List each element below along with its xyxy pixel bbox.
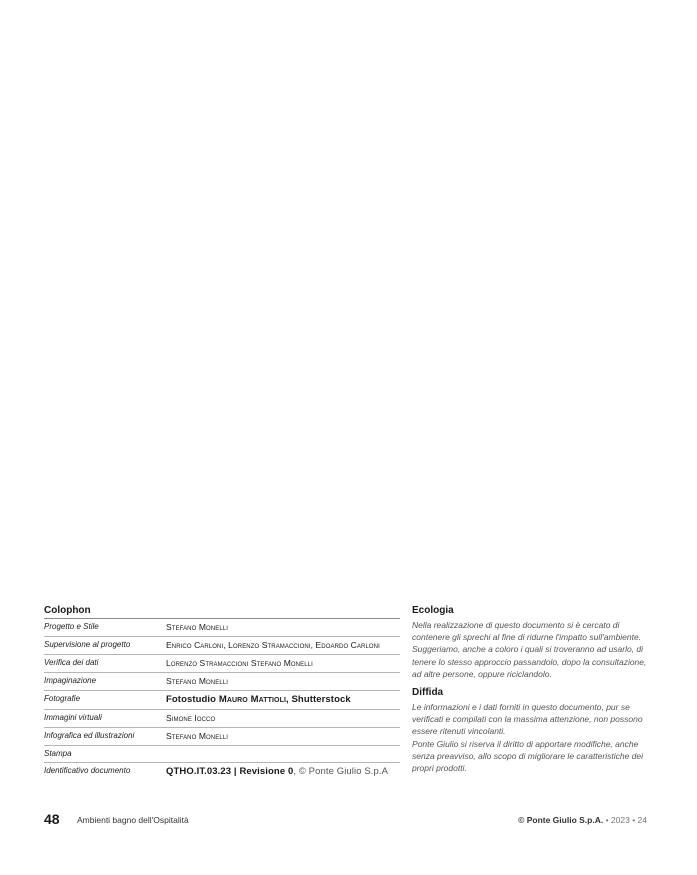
diffida-text-2: Ponte Giulio si riserva il diritto di apportare modifiche, anche senza preavviso, allo scopo di migliorare le caratteristiche dei propri prodotti.	[412, 738, 644, 774]
colophon-row-label: Immagini virtuali	[44, 710, 166, 728]
colophon-row-value: Enrico Carloni, Lorenzo Stramaccioni, Edoardo Carloni	[166, 637, 400, 655]
footer-copyright-line	[518, 814, 647, 826]
ecologia-section	[412, 604, 647, 680]
colophon-row	[44, 637, 400, 655]
colophon-row-value: Stefano Monelli	[166, 673, 400, 691]
colophon-row-label: Fotografie	[44, 691, 166, 710]
colophon-row-label: Identificativo documento	[44, 766, 131, 775]
colophon-section	[44, 604, 400, 781]
diffida-section	[412, 686, 647, 774]
ecologia-heading: Ecologia	[412, 605, 454, 616]
ecologia-text: Nella realizzazione di questo documento si è cercato di contenere gli sprechi al fine di ridurne l'impatto sull'ambiente. Suggeriamo, anche a coloro i quali si troveranno ad usarlo, di tenere lo stesso approccio passandolo, dopo la consultazione, ad altre persone, oppure riciclandolo.	[412, 620, 647, 679]
colophon-row	[44, 673, 400, 691]
colophon-row-label: Progetto e Stile	[44, 619, 166, 637]
colophon-row	[44, 746, 400, 763]
colophon-row-value: Stefano Monelli	[166, 728, 400, 746]
colophon-row-value: Simone Iocco	[166, 710, 400, 728]
document-copyright: , © Ponte Giulio S.p.A	[293, 766, 389, 777]
diffida-heading: Diffida	[412, 687, 444, 699]
colophon-table	[44, 619, 400, 781]
colophon-row-value	[166, 746, 400, 763]
footer-bullet: •	[629, 815, 638, 825]
colophon-row	[44, 691, 400, 710]
colophon-row	[44, 710, 400, 728]
notes-column	[412, 604, 647, 774]
document-code-separator: |	[231, 766, 240, 777]
colophon-row-label: Impaginazione	[44, 673, 166, 691]
colophon-row	[44, 619, 400, 637]
document-revision: Revisione 0	[239, 766, 294, 777]
colophon-row-label: Stampa	[44, 746, 166, 763]
page-number: 48	[44, 811, 60, 827]
footer-year: 2023	[610, 815, 630, 825]
colophon-row-value: Lorenzo Stramaccioni Stefano Monelli	[166, 655, 400, 673]
colophon-row-value	[166, 691, 400, 710]
colophon-row	[44, 728, 400, 746]
photo-credit-suffix: , Shutterstock	[286, 694, 351, 705]
colophon-row	[44, 655, 400, 673]
colophon-row-value	[166, 763, 400, 782]
colophon-row	[44, 763, 400, 782]
footer-bullet: •	[603, 815, 611, 825]
colophon-row-label: Verifica dei dati	[44, 655, 166, 673]
photo-credit-name: Mauro Mattioli	[218, 694, 286, 705]
colophon-row-label: Supervisione al progetto	[44, 637, 166, 655]
colophon-row-label: Infografica ed illustrazioni	[44, 728, 166, 746]
colophon-row-value: Stefano Monelli	[166, 619, 400, 637]
document-code: QTHO.IT.03.23	[166, 766, 232, 777]
diffida-text-1: Le informazioni e i dati forniti in questo documento, pur se verificati e compilati con la massima attenzione, non possono essere ritenuti vincolanti.	[412, 702, 643, 737]
document-title: Ambienti bagno dell'Ospitalità	[77, 815, 189, 825]
photo-credit-prefix: Fotostudio	[166, 694, 219, 705]
footer-edition: 24	[637, 815, 647, 825]
page-footer	[44, 810, 647, 828]
footer-copyright: © Ponte Giulio S.p.A.	[518, 815, 604, 825]
colophon-heading: Colophon	[44, 604, 400, 619]
